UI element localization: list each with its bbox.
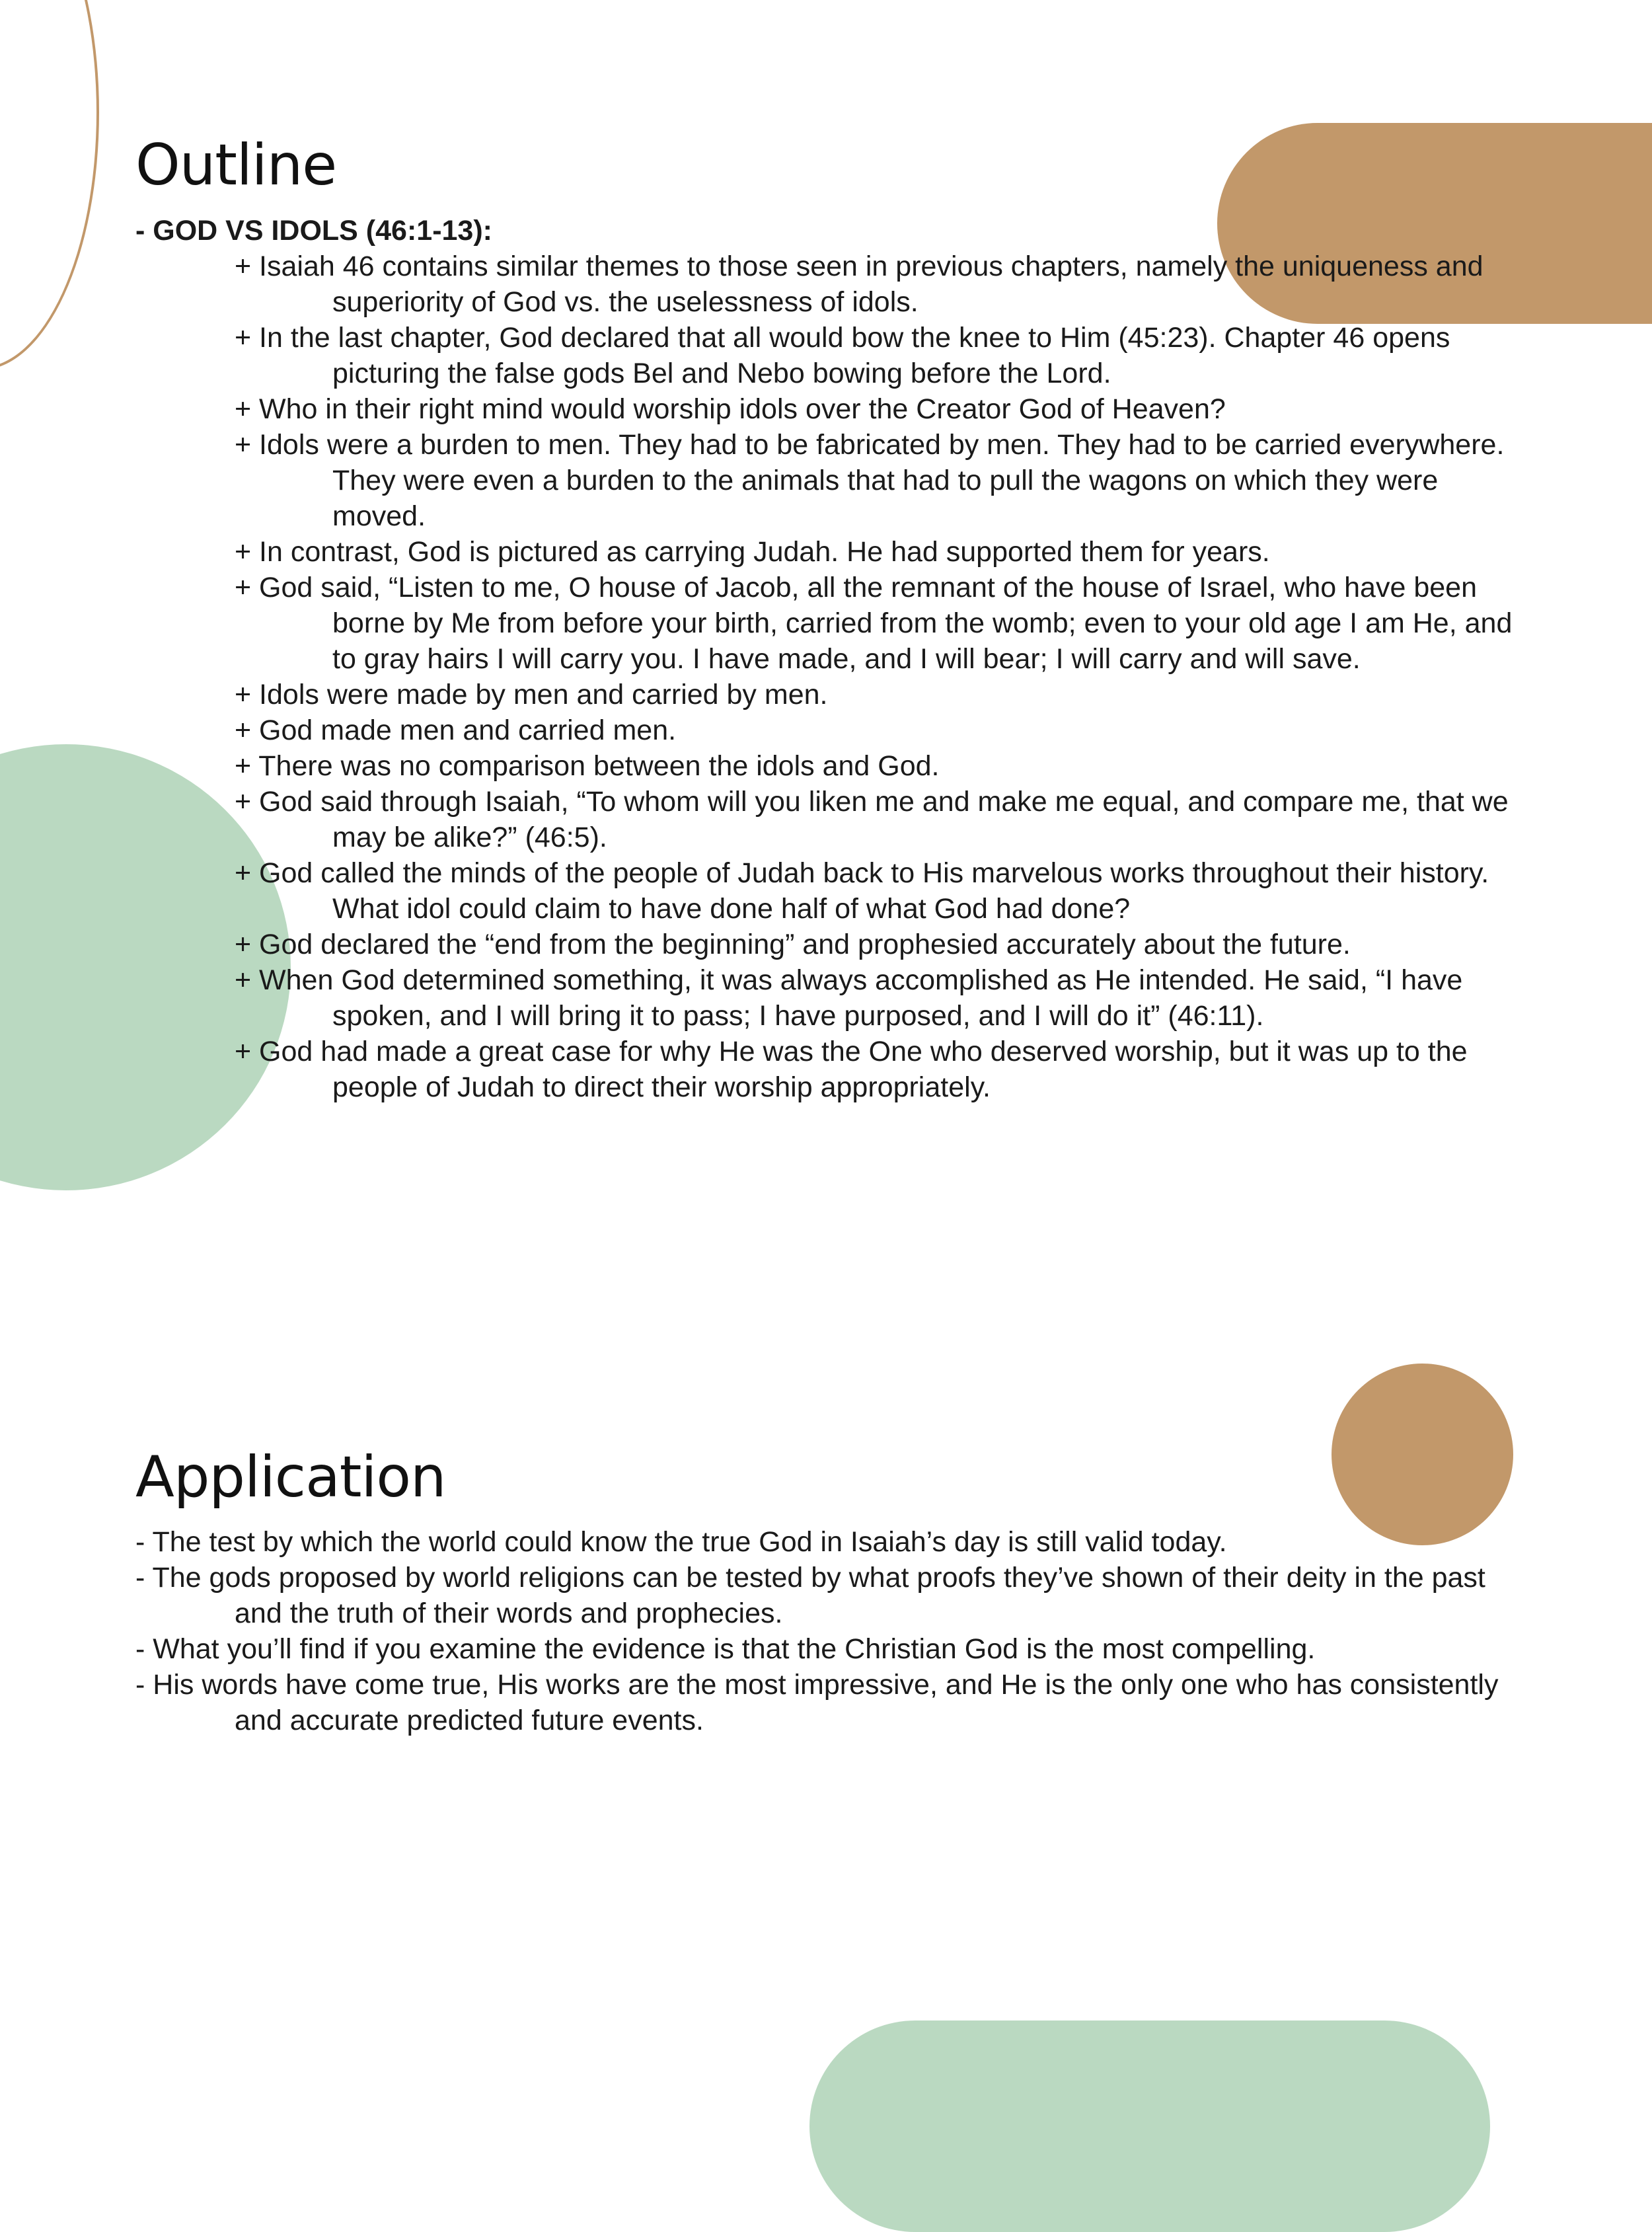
outline-item: + Isaiah 46 contains similar themes to those seen in previous chapters, namely the uniqueness and superiority of God vs. the uselessness of idols. bbox=[235, 250, 1483, 318]
decorative-ring bbox=[0, 0, 99, 370]
application-title: Application bbox=[135, 1444, 446, 1510]
outline-body bbox=[135, 213, 1536, 1105]
outline-title: Outline bbox=[135, 132, 337, 198]
outline-item: + God had made a great case for why He was the One who deserved worship, but it was up to the people of Judah to direct their worship appropriately. bbox=[235, 1036, 1468, 1103]
decorative-pill-bottom bbox=[809, 2020, 1490, 2232]
application-item: - His words have come true, His works are the most impressive, and He is the only one who has consistently and accurate predicted future events. bbox=[135, 1669, 1499, 1736]
application-item: - The gods proposed by world religions can be tested by what proofs they’ve shown of their deity in the past and the truth of their words and prophecies. bbox=[135, 1562, 1485, 1629]
decorative-circle-right bbox=[1332, 1364, 1513, 1545]
outline-item: + Who in their right mind would worship idols over the Creator God of Heaven? bbox=[235, 393, 1226, 425]
outline-item: + When God determined something, it was always accomplished as He intended. He said, “I have spoken, and I will bring it to pass; I have purposed, and I will do it” (46:11). bbox=[235, 964, 1463, 1032]
outline-item: + Idols were a burden to men. They had to be fabricated by men. They had to be carried everywhere. They were even a burden to the animals that had to pull the wagons on which they were moved. bbox=[235, 429, 1505, 532]
application-item: - What you’ll find if you examine the evidence is that the Christian God is the most compelling. bbox=[135, 1633, 1316, 1665]
outline-item: + In contrast, God is pictured as carrying Judah. He had supported them for years. bbox=[235, 536, 1270, 568]
application-body bbox=[135, 1524, 1536, 1738]
outline-item: + In the last chapter, God declared that all would bow the knee to Him (45:23). Chapter 46 opens picturing the false gods Bel and Nebo bowing before the Lord. bbox=[235, 322, 1450, 389]
outline-item: + There was no comparison between the idols and God. bbox=[235, 750, 940, 782]
outline-item: + God made men and carried men. bbox=[235, 714, 677, 746]
outline-item: + God declared the “end from the beginning” and prophesied accurately about the future. bbox=[235, 929, 1351, 960]
application-item: - The test by which the world could know the true God in Isaiah’s day is still valid today. bbox=[135, 1526, 1227, 1558]
outline-item: + God said, “Listen to me, O house of Jacob, all the remnant of the house of Israel, who have been borne by Me from before your birth, carried from the womb; even to your old age I am He, and to gray hairs I will carry you. I have made, and I will bear; I will carry and will save. bbox=[235, 572, 1513, 675]
outline-item: + God said through Isaiah, “To whom will you liken me and make me equal, and compare me, that we may be alike?” (46:5). bbox=[235, 786, 1509, 853]
outline-item: + God called the minds of the people of Judah back to His marvelous works throughout their history. What idol could claim to have done half of what God had done? bbox=[235, 857, 1489, 925]
outline-item: + Idols were made by men and carried by men. bbox=[235, 679, 828, 711]
outline-section-heading: - GOD VS IDOLS (46:1-13): bbox=[135, 215, 492, 247]
